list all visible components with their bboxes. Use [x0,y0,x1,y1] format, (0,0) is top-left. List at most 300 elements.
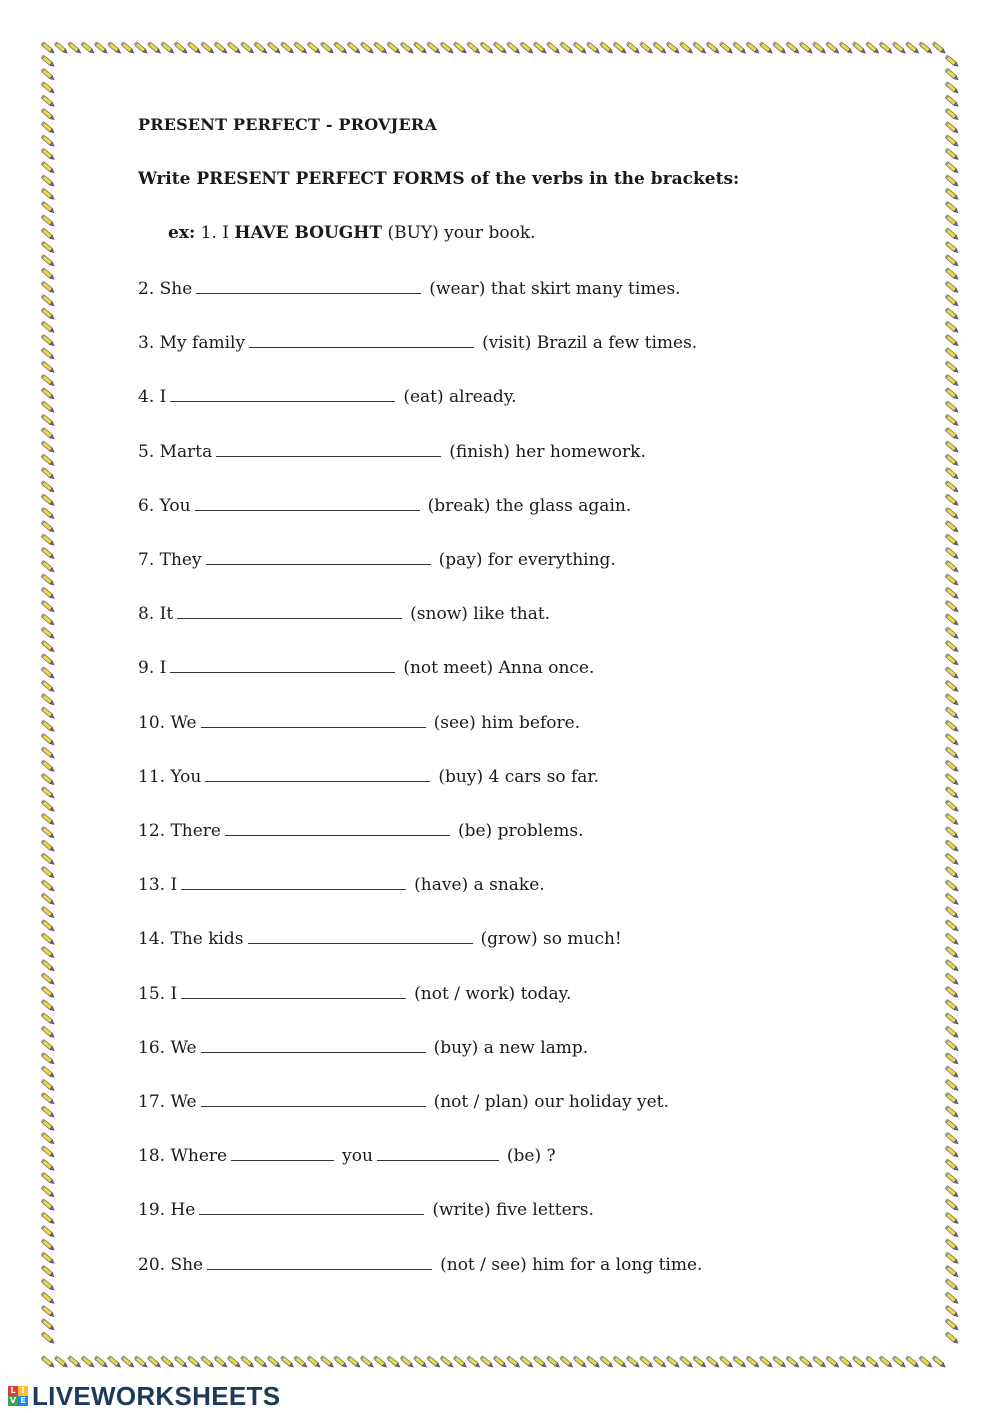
pencil-icon [41,720,56,733]
pencil-icon [41,507,56,520]
pencil-icon [41,1225,56,1238]
pencil-icon [41,1292,56,1305]
pencil-icon [878,41,893,54]
pencil-icon [147,41,162,54]
pencil-icon [41,281,56,294]
exercise-prefix: 8. It [138,604,174,625]
pencil-icon [134,41,149,54]
exercise-item [138,494,631,518]
answer-blank[interactable] [206,563,431,565]
pencil-icon [320,41,335,54]
pencil-icon [440,41,455,54]
pencil-icon [120,1355,135,1368]
pencil-icon [945,267,960,280]
pencil-icon [41,294,56,307]
pencil-icon [918,1355,933,1368]
answer-blank[interactable] [170,400,395,402]
pencil-icon [41,640,56,653]
pencil-icon [41,188,56,201]
exercise-item [138,602,550,626]
pencil-icon [825,41,840,54]
pencil-icon [799,41,814,54]
pencil-icon [41,733,56,746]
answer-blank[interactable] [216,455,441,457]
pencil-icon [41,1132,56,1145]
pencil-icon [878,1355,893,1368]
pencil-icon [41,959,56,972]
pencil-icon [41,174,56,187]
pencil-icon [945,95,960,108]
pencil-icon [227,1355,242,1368]
exercise-suffix: (buy) 4 cars so far. [438,766,600,787]
answer-blank[interactable] [196,292,421,294]
pencil-icon [107,1355,122,1368]
pencil-icon [945,666,960,679]
pencil-icon [945,946,960,959]
pencil-icon [945,706,960,719]
exercise-item [138,656,594,680]
pencil-icon [41,932,56,945]
pencil-icon [905,1355,920,1368]
exercise-suffix: (not meet) Anna once. [403,658,595,679]
pencil-icon [945,600,960,613]
exercise-item [138,548,616,572]
pencil-icon [41,1185,56,1198]
pencil-icon [200,41,215,54]
pencil-icon [41,201,56,214]
exercise-item [138,385,517,409]
pencil-icon [360,41,375,54]
pencil-icon [373,1355,388,1368]
exercise-item [138,873,545,897]
logo-text: LIVEWORKSHEETS [32,1380,281,1411]
pencil-icon [945,400,960,413]
pencil-icon [626,1355,641,1368]
pencil-icon [599,41,614,54]
pencil-icon [413,1355,428,1368]
pencil-icon [679,41,694,54]
pencil-icon [945,972,960,985]
exercise-suffix: (wear) that skirt many times. [429,279,681,299]
pencil-icon [41,1159,56,1172]
pencil-icon [80,41,95,54]
pencil-icon [945,494,960,507]
pencil-icon [945,906,960,919]
pencil-icon [41,400,56,413]
pencil-icon [41,454,56,467]
pencil-icon [945,613,960,626]
pencil-icon [945,879,960,892]
pencil-icon [945,760,960,773]
pencil-icon [945,347,960,360]
exercise-suffix: (not / plan) our holiday yet. [433,1092,669,1112]
pencil-icon [865,41,880,54]
pencil-icon [386,1355,401,1368]
pencil-icon [41,81,56,94]
exercise-prefix: 20. She [138,1254,204,1275]
pencil-icon [41,680,56,693]
exercise-suffix: (write) five letters. [432,1200,594,1221]
pencil-icon [41,1052,56,1065]
pencil-icon [41,799,56,812]
pencil-icon [41,361,56,374]
pencil-icon [41,706,56,719]
pencil-icon [41,786,56,799]
pencil-icon [666,1355,681,1368]
exercise-item [138,1090,669,1114]
example-prefix: 1. I [200,223,229,243]
pencil-icon [945,161,960,174]
pencil-icon [41,241,56,254]
exercise-item [138,765,599,789]
exercise-suffix: (break) the glass again. [427,495,632,516]
pencil-icon [945,188,960,201]
pencil-icon [945,387,960,400]
pencil-icon [533,1355,548,1368]
pencil-icon [41,547,56,560]
pencil-icon [120,41,135,54]
pencil-icon [466,41,481,54]
pencil-icon [745,1355,760,1368]
pencil-icon [479,1355,494,1368]
instruction-text: Write PRESENT PERFECT FORMS of the verbs in the brackets: [138,169,740,189]
pencil-icon [320,1355,335,1368]
pencil-icon [41,1012,56,1025]
pencil-icon [41,494,56,507]
pencil-icon [41,161,56,174]
exercise-suffix: (grow) so much! [480,929,622,950]
logo-mark-letter: E [18,1396,28,1406]
exercise-prefix: 16. We [138,1037,197,1058]
pencil-icon [772,1355,787,1368]
pencil-icon [945,853,960,866]
pencil-icon [945,174,960,187]
pencil-icon [839,1355,854,1368]
pencil-icon [41,1092,56,1105]
pencil-icon [280,41,295,54]
pencil-icon [945,201,960,214]
pencil-icon [41,1305,56,1318]
exercise-prefix: 9. I [138,658,167,679]
pencil-icon [41,1238,56,1251]
pencil-icon [41,866,56,879]
pencil-icon [945,281,960,294]
pencil-icon [54,1355,69,1368]
pencil-icon [41,1355,56,1368]
pencil-icon [732,41,747,54]
pencil-icon [945,1145,960,1158]
pencil-icon [426,41,441,54]
pencil-icon [945,573,960,586]
pencil-icon [94,1355,109,1368]
answer-blank[interactable] [181,888,406,890]
pencil-icon [745,41,760,54]
exercise-prefix: 5. Marta [138,441,213,462]
pencil-icon [692,1355,707,1368]
pencil-icon [41,946,56,959]
pencil-icon [945,1292,960,1305]
exercise-prefix: 10. We [138,712,197,733]
exercise-prefix: 3. My family [138,333,246,354]
pencil-icon [41,1119,56,1132]
pencil-icon [41,1079,56,1092]
pencil-icon [41,95,56,108]
pencil-icon [945,1105,960,1118]
pencil-icon [626,41,641,54]
pencil-icon [945,121,960,134]
pencil-icon [41,1026,56,1039]
exercise-prefix: 6. You [138,495,191,516]
pencil-icon [692,41,707,54]
exercise-middle: you [342,1146,373,1167]
pencil-icon [293,1355,308,1368]
pencil-icon [945,959,960,972]
pencil-icon [785,1355,800,1368]
pencil-icon [506,1355,521,1368]
pencil-icon [41,321,56,334]
pencil-icon [945,507,960,520]
pencil-icon [759,1355,774,1368]
pencil-icon [41,533,56,546]
exercise-prefix: 7. They [138,550,202,570]
exercise-suffix: (finish) her homework. [449,441,646,462]
pencil-icon [945,1039,960,1052]
pencil-icon [945,148,960,161]
answer-blank[interactable] [201,1105,426,1107]
pencil-icon [945,1026,960,1039]
pencil-icon [945,547,960,560]
pencil-icon [945,361,960,374]
pencil-icon [945,241,960,254]
pencil-icon [41,653,56,666]
pencil-icon [945,786,960,799]
pencil-icon [945,467,960,480]
pencil-icon [945,733,960,746]
pencil-icon [852,41,867,54]
pencil-icon [945,1212,960,1225]
answer-blank[interactable] [170,671,395,673]
pencil-icon [945,799,960,812]
exercise-item [138,331,697,355]
pencil-icon [559,1355,574,1368]
answer-blank[interactable] [181,997,406,999]
pencil-icon [493,1355,508,1368]
pencil-icon [41,520,56,533]
pencil-icon [812,41,827,54]
pencil-icon [41,1172,56,1185]
exercise-suffix: (eat) already. [403,387,517,408]
pencil-icon [559,41,574,54]
pencil-icon [41,1105,56,1118]
pencil-icon [54,41,69,54]
pencil-icon [41,1278,56,1291]
pencil-icon [945,813,960,826]
pencil-icon [41,267,56,280]
pencil-icon [945,374,960,387]
pencil-icon [945,1318,960,1331]
page-title: PRESENT PERFECT - PROVJERA [138,115,437,134]
pencil-icon [41,919,56,932]
pencil-icon [506,41,521,54]
pencil-icon [945,454,960,467]
pencil-icon [945,560,960,573]
pencil-icon [307,41,322,54]
pencil-icon [41,1252,56,1265]
pencil-icon [546,1355,561,1368]
pencil-icon [41,414,56,427]
pencil-icon [227,41,242,54]
exercise-prefix: 17. We [138,1092,197,1112]
pencil-icon [945,1159,960,1172]
pencil-icon [41,1065,56,1078]
pencil-icon [586,41,601,54]
pencil-icon [187,41,202,54]
exercise-prefix: 12. There [138,821,221,841]
pencil-icon [440,1355,455,1368]
pencil-icon [945,427,960,440]
pencil-icon [147,1355,162,1368]
pencil-icon [373,41,388,54]
pencil-icon [41,560,56,573]
pencil-icon [466,1355,481,1368]
pencil-icon [945,1092,960,1105]
pencil-icon [546,41,561,54]
pencil-icon [41,214,56,227]
pencil-icon [493,41,508,54]
pencil-icon [453,1355,468,1368]
pencil-icon [41,1212,56,1225]
pencil-icon [41,1198,56,1211]
answer-blank[interactable] [205,780,430,782]
pencil-icon [945,134,960,147]
answer-blank[interactable] [177,617,402,619]
pencil-icon [41,773,56,786]
pencil-icon [945,1079,960,1092]
pencil-icon [772,41,787,54]
answer-blank[interactable] [225,834,450,836]
example-answer: HAVE BOUGHT [234,223,383,243]
exercise-suffix: (buy) a new lamp. [433,1037,589,1058]
pencil-icon [573,41,588,54]
pencil-icon [719,1355,734,1368]
exercise-suffix: (be) ? [506,1146,556,1167]
pencil-icon [945,1331,960,1344]
pencil-icon [945,1065,960,1078]
exercise-item [138,440,646,464]
pencil-icon [41,826,56,839]
pencil-icon [400,41,415,54]
pencil-icon [41,148,56,161]
pencil-icon [945,627,960,640]
pencil-icon [160,1355,175,1368]
answer-blank[interactable] [199,1213,424,1215]
answer-blank[interactable] [249,346,474,348]
pencil-icon [945,254,960,267]
pencil-icon [839,41,854,54]
pencil-icon [945,480,960,493]
answer-blank[interactable] [248,942,473,944]
pencil-icon [41,693,56,706]
pencil-icon [267,41,282,54]
pencil-icon [253,41,268,54]
exercise-suffix: (visit) Brazil a few times. [482,333,698,354]
pencil-icon [945,520,960,533]
pencil-icon [160,41,175,54]
answer-blank[interactable] [377,1159,499,1161]
pencil-icon [41,307,56,320]
pencil-icon [453,41,468,54]
answer-blank[interactable] [207,1268,432,1270]
pencil-icon [346,41,361,54]
pencil-icon [945,1198,960,1211]
pencil-icon [945,693,960,706]
pencil-icon [41,68,56,81]
pencil-icon [666,41,681,54]
pencil-icon [41,839,56,852]
pencil-icon [41,613,56,626]
pencil-icon [386,41,401,54]
example-label: ex: [168,223,196,243]
exercise-item [138,819,583,843]
exercise-suffix: (be) problems. [457,821,584,841]
pencil-icon [652,1355,667,1368]
pencil-icon [652,41,667,54]
pencil-icon [945,720,960,733]
answer-blank[interactable] [195,509,420,511]
pencil-icon [41,986,56,999]
pencil-icon [174,41,189,54]
pencil-icon [945,746,960,759]
pencil-icon [41,347,56,360]
pencil-icon [41,387,56,400]
pencil-icon [41,893,56,906]
pencil-icon [41,467,56,480]
pencil-icon [41,254,56,267]
pencil-icon [945,414,960,427]
pencil-icon [41,906,56,919]
pencil-icon [945,307,960,320]
exercise-item [138,1036,588,1060]
answer-blank[interactable] [201,726,426,728]
pencil-icon [41,55,56,68]
pencil-icon [333,1355,348,1368]
exercise-item [138,277,681,301]
exercise-suffix: (snow) like that. [410,604,551,625]
pencil-icon [400,1355,415,1368]
answer-blank[interactable] [201,1051,426,1053]
pencil-icon [945,680,960,693]
pencil-icon [41,666,56,679]
answer-blank[interactable] [231,1159,334,1161]
pencil-icon [41,1331,56,1344]
pencil-icon [945,334,960,347]
exercise-prefix: 13. I [138,875,178,896]
exercise-prefix: 4. I [138,387,167,408]
pencil-icon [639,1355,654,1368]
example-suffix: (BUY) your book. [387,223,536,243]
pencil-icon [719,41,734,54]
pencil-icon [41,760,56,773]
pencil-icon [892,41,907,54]
pencil-icon [200,1355,215,1368]
pencil-icon [812,1355,827,1368]
pencil-icon [945,1278,960,1291]
logo-mark-letter: V [9,1396,17,1405]
pencil-icon [41,1265,56,1278]
pencil-icon [945,919,960,932]
pencil-icon [240,41,255,54]
pencil-icon [280,1355,295,1368]
